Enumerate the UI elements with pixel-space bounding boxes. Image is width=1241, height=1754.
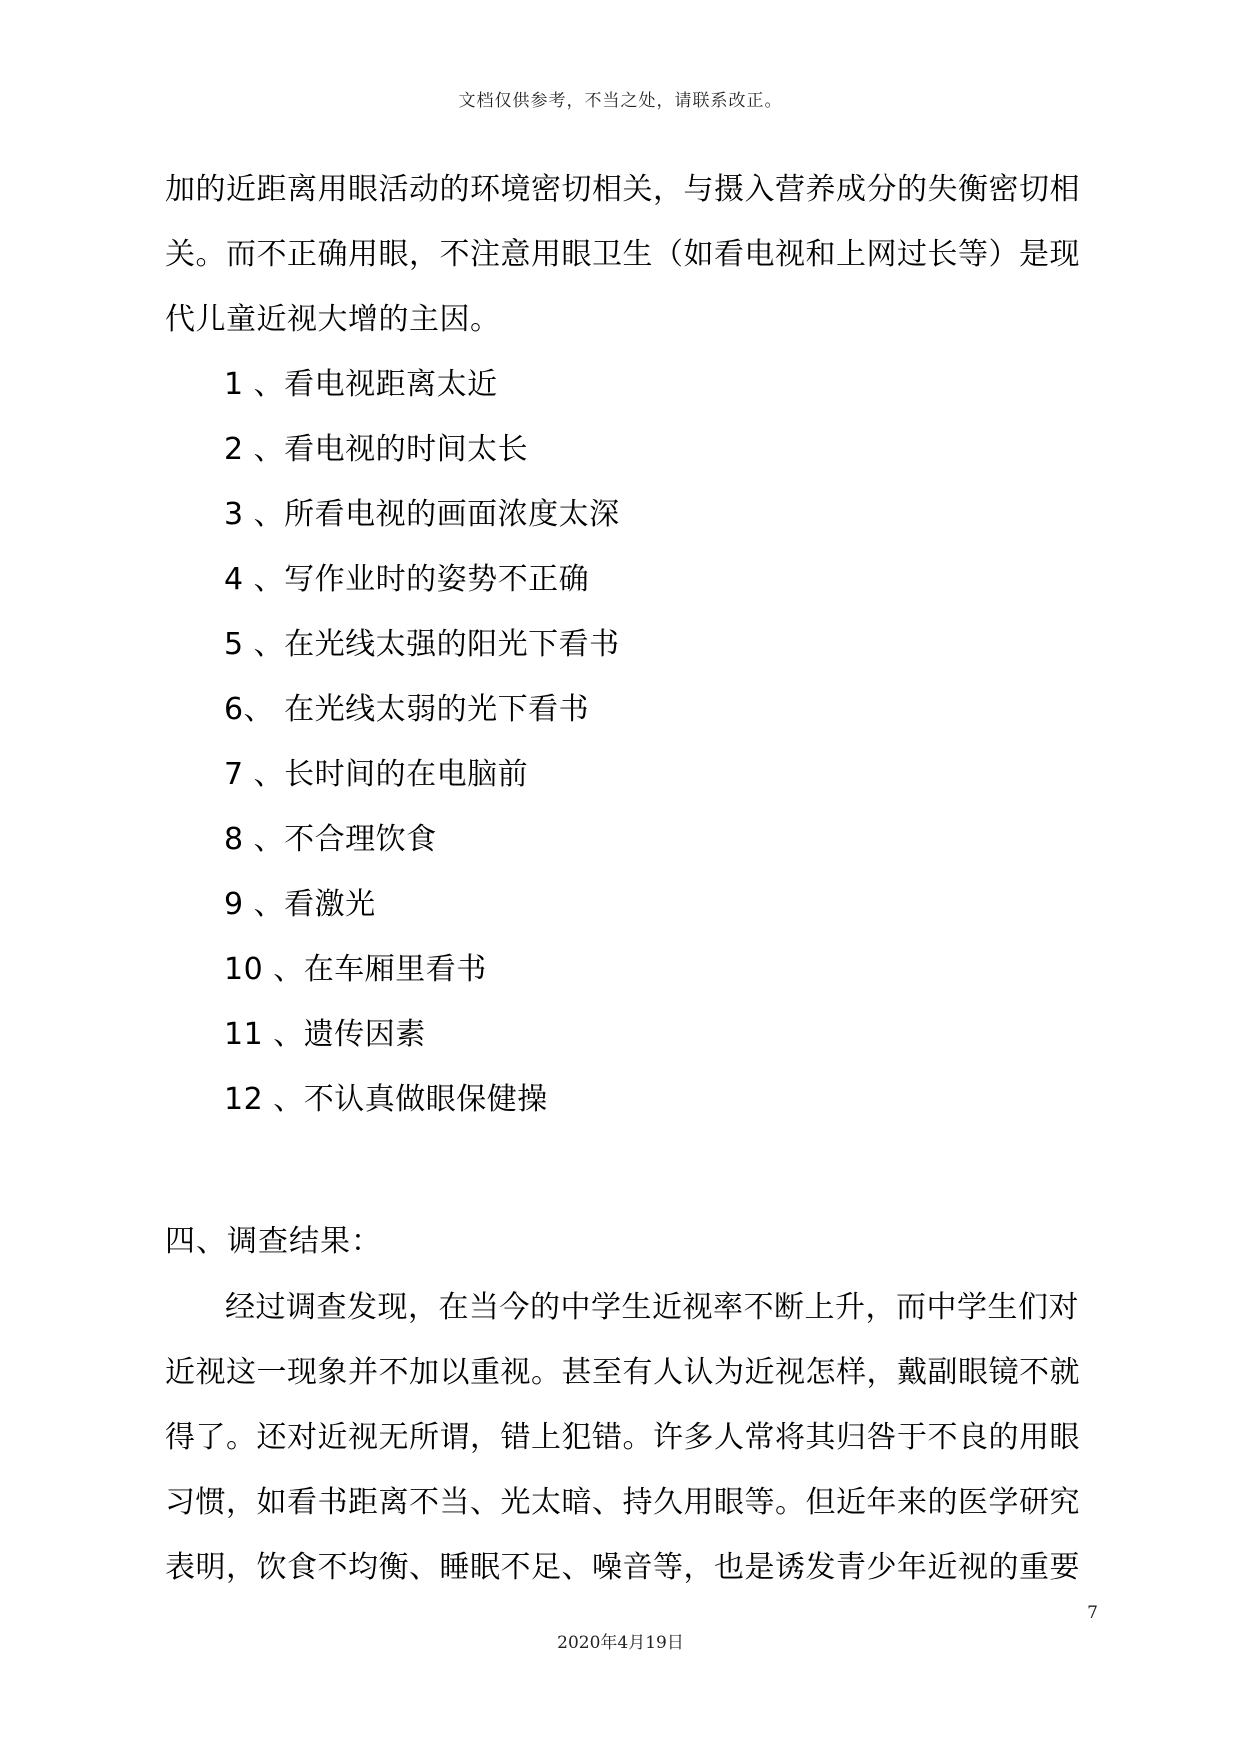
list-item: 1 、看电视距离太近 <box>224 367 498 402</box>
list-item: 5 、在光线太强的阳光下看书 <box>224 627 620 662</box>
footer-date: 2020年4月19日 <box>557 1633 684 1653</box>
header-note: 文档仅供参考，不当之处，请联系改正。 <box>458 91 783 111</box>
paragraph-top: 加的近距离用眼活动的环境密切相关，与摄入营养成分的失衡密切相关。而不正确用眼，不注意用眼卫生（如看电视和上网过长等）是现代儿童近视大增的主因。 <box>165 172 1080 337</box>
paragraph-results: 经过调查发现，在当今的中学生近视率不断上升，而中学生们对近视这一现象并不加以重视。甚至有人认为近视怎样，戴副眼镜不就得了。还对近视无所谓，错上犯错。许多人常将其归咎于不良的用眼习惯，如看书距离不当、光太暗、持久用眼等。但近年来的医学研究表明，饮食不均衡、睡眠不足、噪音等，也是诱发青少年近视的重要 <box>165 1290 1080 1585</box>
list-item: 7 、长时间的在电脑前 <box>224 757 529 792</box>
list-item: 2 、看电视的时间太长 <box>224 432 529 467</box>
list-item: 11 、遗传因素 <box>224 1017 426 1052</box>
list-item: 6、 在光线太弱的光下看书 <box>224 692 590 727</box>
cause-list <box>224 352 620 1132</box>
list-item: 8 、不合理饮食 <box>224 822 437 857</box>
list-item: 9 、看激光 <box>224 887 376 922</box>
page-number: 7 <box>1087 1603 1098 1623</box>
list-item: 3 、所看电视的画面浓度太深 <box>224 497 620 532</box>
list-item: 4 、写作业时的姿势不正确 <box>224 562 590 597</box>
list-item: 10 、在车厢里看书 <box>224 952 487 987</box>
list-item: 12 、不认真做眼保健操 <box>224 1082 548 1117</box>
section-heading: 四、调查结果： <box>165 1224 382 1259</box>
